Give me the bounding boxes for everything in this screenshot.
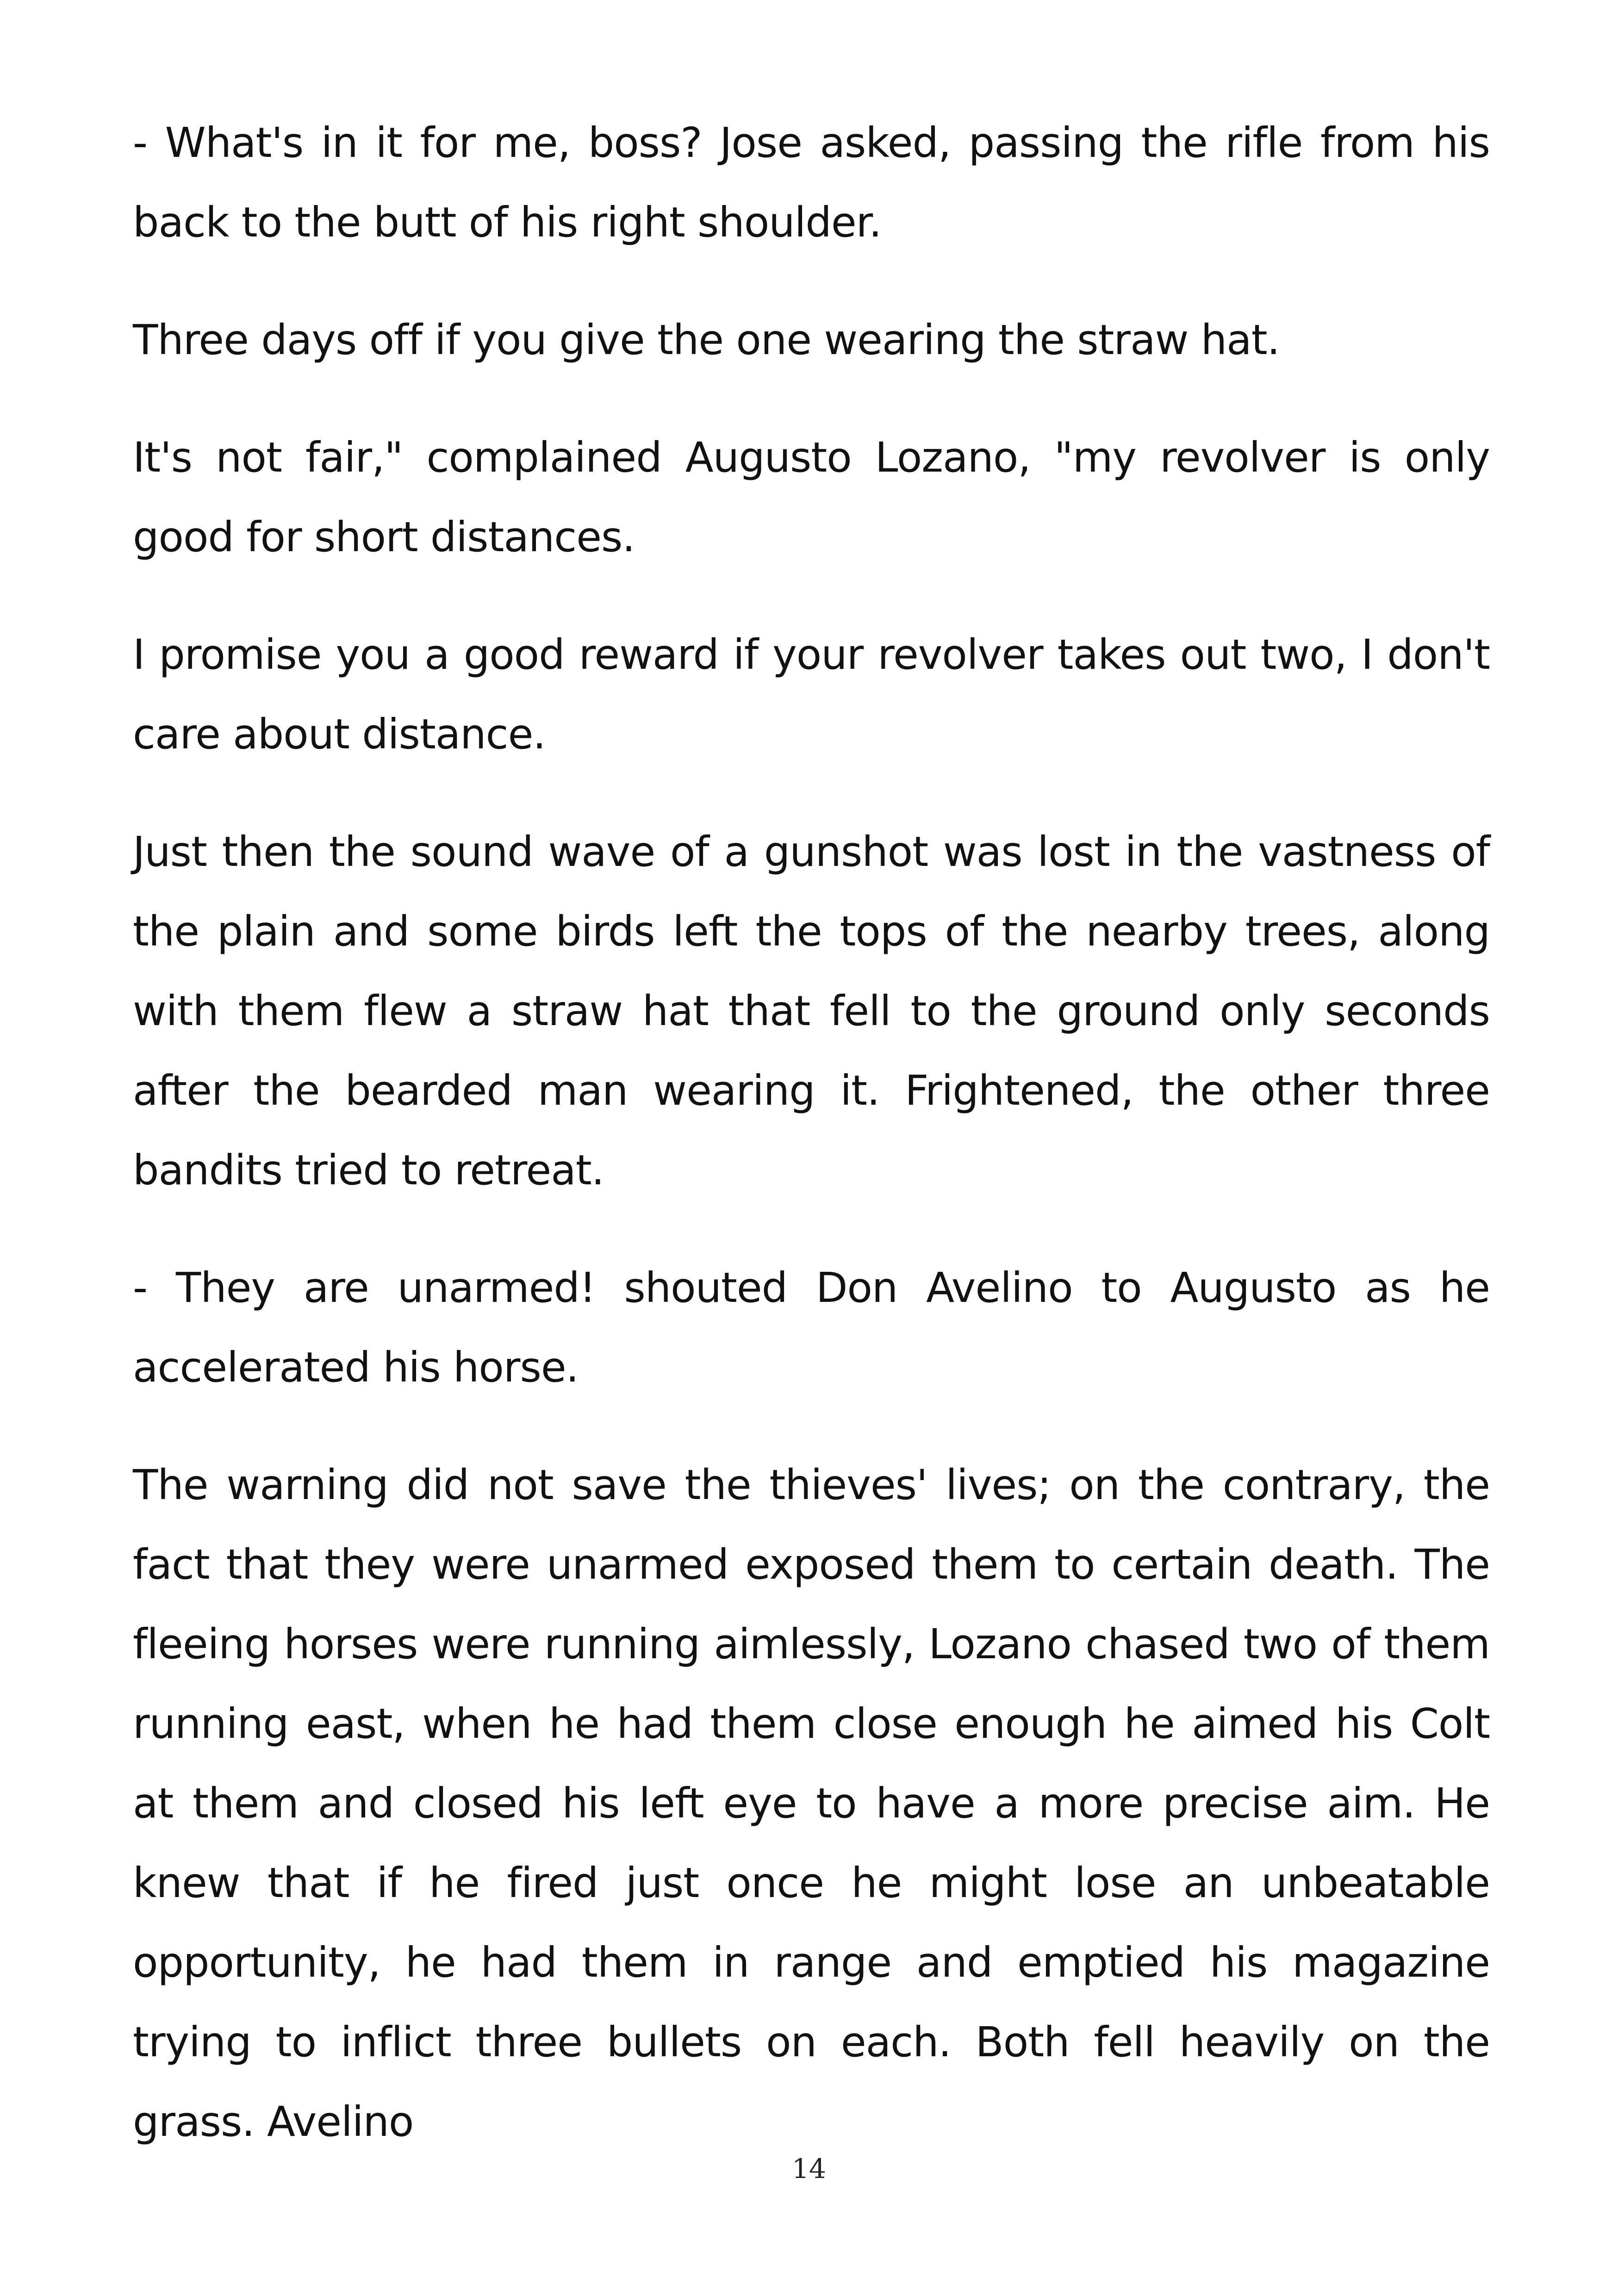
page-number: 14 — [792, 2153, 826, 2184]
paragraph-6: - They are unarmed! shouted Don Avelino to Augusto as he accelerated his horse. — [133, 1263, 1490, 1391]
paragraph-2: Three days off if you give the one wearing the straw hat. — [133, 316, 1280, 364]
paragraph-4: I promise you a good reward if your revolver takes out two, I don't care about distance. — [133, 630, 1490, 758]
paragraph-1: - What's in it for me, boss? Jose asked, passing the rifle from his back to the butt of his right shoulder. — [133, 118, 1490, 246]
body-text — [133, 103, 1490, 2199]
paragraph-7: The warning did not save the thieves' lives; on the contrary, the fact that they were unarmed exposed them to certain death. The fleeing horses were running aimlessly, Lozano chased two of them running east, when he had them close enough he aimed his Colt at them and closed his left eye to have a more precise aim. He knew that if he fired just once he might lose an unbeatable opportunity, he had them in range and emptied his magazine trying to inflict three bullets on each. Both fell heavily on the grass. Avelino — [133, 1461, 1490, 2146]
paragraph-3: It's not fair," complained Augusto Lozano, "my revolver is only good for short distances. — [133, 433, 1490, 561]
paragraph-5: Just then the sound wave of a gunshot was lost in the vastness of the plain and some birds left the tops of the nearby trees, along with them flew a straw hat that fell to the ground only seconds after the bearded man wearing it. Frightened, the other three bandits tried to retreat. — [133, 828, 1490, 1194]
